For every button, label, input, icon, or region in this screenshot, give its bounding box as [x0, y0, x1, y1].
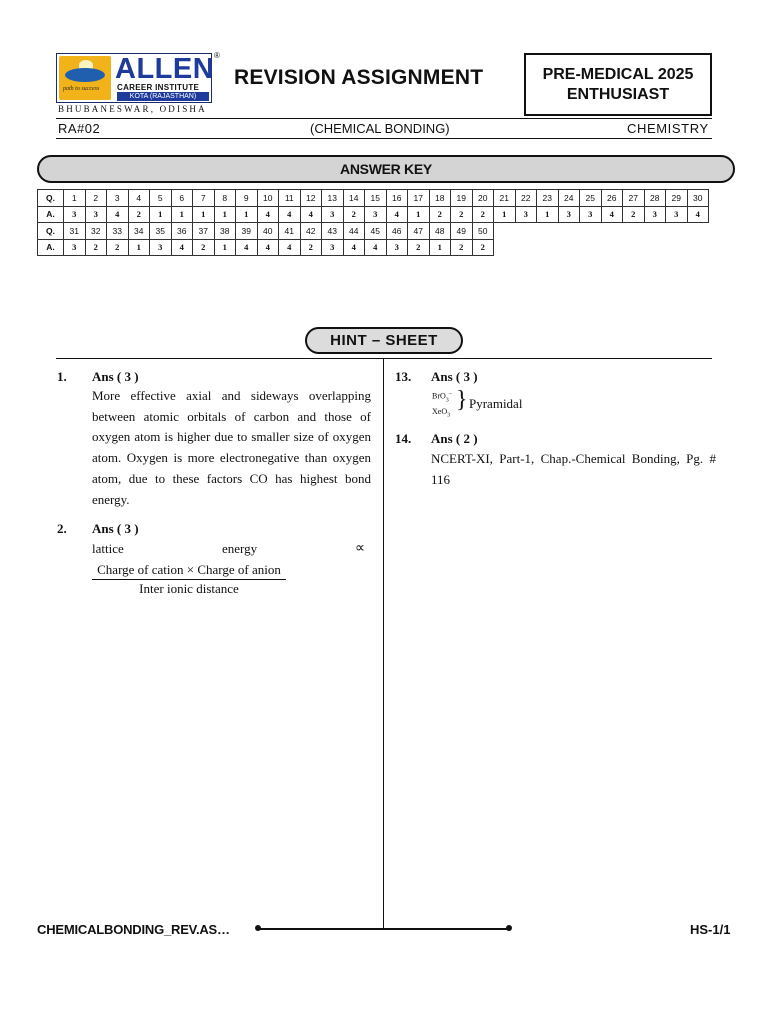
hint-q14-number: 14.	[395, 431, 412, 446]
answer-cell: 3	[85, 206, 107, 223]
logo-tagline: path to success	[63, 86, 100, 92]
answer-cell: 3	[580, 206, 602, 223]
logo-location: KOTA (RAJASTHAN)	[117, 92, 209, 101]
hint-q13-number: 13.	[395, 369, 412, 384]
answer-cell: 2	[429, 206, 451, 223]
answer-cell: 2	[472, 239, 494, 256]
hint-sheet-heading: HINT – SHEET	[305, 327, 463, 354]
question-number-cell: 28	[644, 190, 666, 207]
question-number-cell: 39	[236, 223, 258, 240]
answer-cell: 1	[193, 206, 215, 223]
badge-line1: PRE-MEDICAL 2025	[542, 66, 694, 83]
answer-cell: 4	[257, 239, 279, 256]
answer-cell: 1	[128, 239, 150, 256]
question-number-cell: 30	[687, 190, 709, 207]
hint-q2-number: 2.	[57, 521, 67, 536]
question-number-cell: 14	[343, 190, 365, 207]
answer-cell: 2	[343, 206, 365, 223]
question-number-cell: 41	[279, 223, 301, 240]
page-title: REVISION ASSIGNMENT	[234, 66, 484, 89]
question-number-cell: 20	[472, 190, 494, 207]
assignment-number: RA#02	[58, 121, 101, 136]
answer-cell: 2	[300, 239, 322, 256]
answer-cell: 4	[171, 239, 193, 256]
logo-emblem-icon	[59, 56, 111, 100]
row-label-q: Q.	[38, 190, 64, 207]
answer-cell: 2	[408, 239, 430, 256]
answer-key-table	[37, 189, 709, 256]
answer-cell: 4	[236, 239, 258, 256]
question-number-cell: 47	[408, 223, 430, 240]
answer-cell: 2	[472, 206, 494, 223]
question-number-cell: 43	[322, 223, 344, 240]
question-number-cell: 38	[214, 223, 236, 240]
question-number-cell: 9	[236, 190, 258, 207]
question-number-cell: 11	[279, 190, 301, 207]
question-number-cell: 18	[429, 190, 451, 207]
question-number-cell: 4	[128, 190, 150, 207]
badge-line2: ENTHUSIAST	[566, 86, 670, 103]
footer-file-name: CHEMICALBONDING_REV.AS…	[37, 922, 230, 937]
answer-cell: 4	[343, 239, 365, 256]
hint-q13-answer: Ans ( 3 )	[431, 369, 478, 384]
question-number-cell: 13	[322, 190, 344, 207]
hint-q2-word-lattice: lattice	[92, 541, 124, 556]
question-number-cell: 42	[300, 223, 322, 240]
answer-cell: 1	[408, 206, 430, 223]
answer-cell: 4	[279, 239, 301, 256]
hint-q13-shape: Pyramidal	[469, 396, 523, 411]
question-number-cell: 2	[85, 190, 107, 207]
answer-cell: 3	[365, 206, 387, 223]
registered-mark: ®	[214, 51, 220, 60]
question-number-cell: 1	[64, 190, 86, 207]
answer-cell: 4	[365, 239, 387, 256]
answer-cell: 1	[150, 206, 172, 223]
answer-key-row-a1	[38, 206, 709, 223]
course-badge	[524, 53, 712, 116]
answer-cell: 3	[322, 239, 344, 256]
row-label-q: Q.	[38, 223, 64, 240]
header-rule-bottom	[56, 138, 712, 139]
answer-key-row-q2	[38, 223, 709, 240]
answer-key-title: ANSWER KEY	[340, 161, 432, 177]
answer-cell: 3	[558, 206, 580, 223]
answer-cell: 3	[64, 206, 86, 223]
answer-cell: 1	[236, 206, 258, 223]
question-number-cell: 29	[666, 190, 688, 207]
hint-q2-answer: Ans ( 3 )	[92, 521, 139, 536]
answer-cell: 3	[644, 206, 666, 223]
hint-q14-reference: NCERT-XI, Part-1, Chap.-Chemical Bonding, Pg. # 116	[431, 451, 716, 487]
allen-logo	[56, 53, 215, 103]
answer-cell: 2	[451, 239, 473, 256]
footer-rule	[258, 928, 510, 930]
answer-cell: 1	[429, 239, 451, 256]
hint-q1-number: 1.	[57, 369, 67, 384]
hint-q14-answer: Ans ( 2 )	[431, 431, 478, 446]
question-number-cell: 3	[107, 190, 129, 207]
footer-page-number: HS-1/1	[690, 922, 731, 937]
question-number-cell: 5	[150, 190, 172, 207]
answer-cell: 4	[300, 206, 322, 223]
answer-cell: 3	[666, 206, 688, 223]
question-number-cell: 24	[558, 190, 580, 207]
question-number-cell: 34	[128, 223, 150, 240]
proportional-symbol: ∝	[355, 541, 366, 556]
answer-key-row-a2	[38, 239, 709, 256]
answer-cell: 3	[515, 206, 537, 223]
answer-cell: 1	[214, 206, 236, 223]
logo-institute: CAREER INSTITUTE	[117, 83, 200, 92]
center-city: BHUBANESWAR, ODISHA	[58, 104, 207, 114]
question-number-cell: 12	[300, 190, 322, 207]
answer-key-row-q1	[38, 190, 709, 207]
answer-cell: 3	[150, 239, 172, 256]
question-number-cell: 46	[386, 223, 408, 240]
answer-cell: 1	[537, 206, 559, 223]
question-number-cell: 31	[64, 223, 86, 240]
question-number-cell: 6	[171, 190, 193, 207]
answer-cell: 2	[193, 239, 215, 256]
answer-cell: 3	[64, 239, 86, 256]
answer-cell: 3	[322, 206, 344, 223]
species-bro3: BrO$_3$–	[432, 391, 452, 404]
hint-q1-explanation: More effective axial and sideways overlapping between atomic orbitals of carbon and those of oxygen atom is higher due to smaller size of oxygen atom. Oxygen is more electronegative than oxygen atom, due to these factors CO has highest bond energy.	[92, 388, 371, 507]
question-number-cell: 27	[623, 190, 645, 207]
answer-cell: 3	[386, 239, 408, 256]
answer-cell: 2	[85, 239, 107, 256]
answer-cell: 4	[279, 206, 301, 223]
answer-key-heading	[37, 155, 735, 183]
subject-name: CHEMISTRY	[627, 121, 709, 136]
question-number-cell: 49	[451, 223, 473, 240]
hint-q2-word-energy: energy	[222, 541, 258, 556]
question-number-cell: 25	[580, 190, 602, 207]
question-number-cell: 17	[408, 190, 430, 207]
question-number-cell: 48	[429, 223, 451, 240]
answer-cell: 1	[214, 239, 236, 256]
row-label-a: A.	[38, 206, 64, 223]
hint-q2-fraction	[92, 562, 286, 597]
answer-cell: 2	[128, 206, 150, 223]
answer-cell: 2	[623, 206, 645, 223]
question-number-cell: 21	[494, 190, 516, 207]
question-number-cell: 32	[85, 223, 107, 240]
question-number-cell: 50	[472, 223, 494, 240]
logo-name: ALLEN	[115, 53, 215, 85]
footer-dot-right	[506, 925, 512, 931]
question-number-cell: 45	[365, 223, 387, 240]
question-number-cell: 16	[386, 190, 408, 207]
question-number-cell: 26	[601, 190, 623, 207]
question-number-cell: 19	[451, 190, 473, 207]
question-number-cell: 36	[171, 223, 193, 240]
answer-cell: 2	[451, 206, 473, 223]
answer-cell: 4	[386, 206, 408, 223]
column-divider	[383, 358, 384, 928]
question-number-cell: 10	[257, 190, 279, 207]
question-number-cell: 22	[515, 190, 537, 207]
answer-cell: 4	[601, 206, 623, 223]
hint-q1-answer: Ans ( 3 )	[92, 369, 139, 384]
answer-cell: 1	[494, 206, 516, 223]
species-xeo3: XeO$_3$	[432, 407, 451, 419]
question-number-cell: 40	[257, 223, 279, 240]
hint-sheet-rule	[56, 358, 712, 359]
question-number-cell: 8	[214, 190, 236, 207]
answer-cell: 1	[171, 206, 193, 223]
brace-icon: }	[456, 387, 468, 413]
hint-q13-species	[432, 389, 452, 422]
topic-name: (CHEMICAL BONDING)	[310, 121, 450, 136]
header-rule-top	[56, 118, 712, 119]
question-number-cell: 35	[150, 223, 172, 240]
fraction-numerator: Charge of cation × Charge of anion	[92, 562, 286, 580]
question-number-cell: 15	[365, 190, 387, 207]
answer-cell: 4	[107, 206, 129, 223]
question-number-cell: 44	[343, 223, 365, 240]
question-number-cell: 37	[193, 223, 215, 240]
question-number-cell: 33	[107, 223, 129, 240]
answer-cell: 4	[687, 206, 709, 223]
answer-cell: 2	[107, 239, 129, 256]
question-number-cell: 7	[193, 190, 215, 207]
question-number-cell: 23	[537, 190, 559, 207]
answer-cell: 4	[257, 206, 279, 223]
fraction-denominator: Inter ionic distance	[139, 581, 239, 596]
row-label-a: A.	[38, 239, 64, 256]
